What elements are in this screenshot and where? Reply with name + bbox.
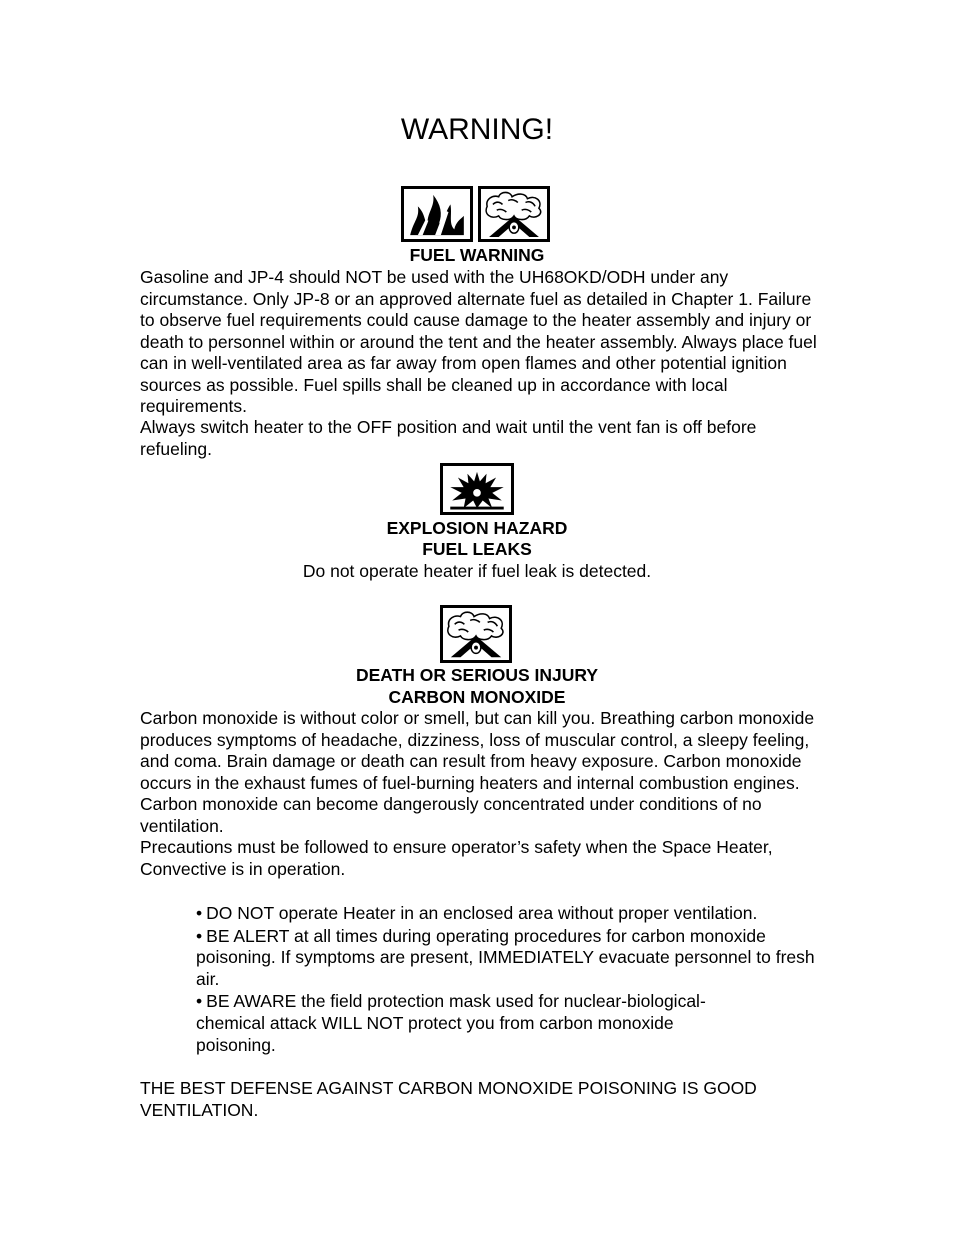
toxic-fumes-icon xyxy=(478,186,550,242)
list-item: • BE ALERT at all times during operating procedures for carbon monoxide poisoning. If symptoms are present, IMMEDIATELY evacuate personnel to fresh air. xyxy=(196,925,815,989)
list-item-text: DO NOT operate Heater in an enclosed area without proper ventilation. xyxy=(206,903,758,923)
precaution-list xyxy=(196,903,836,1057)
list-item-text: BE AWARE the field protection mask used for nuclear-biological-chemical attack WILL NOT protect you from carbon monoxide poisoning. xyxy=(196,991,706,1055)
explosion-icons xyxy=(440,463,514,515)
precautions-paragraph: Precautions must be followed to ensure operator’s safety when the Space Heater, Convective is in operation. xyxy=(140,837,773,879)
death-injury-heading: DEATH OR SERIOUS INJURY xyxy=(355,665,599,685)
carbon-monoxide-icons xyxy=(440,605,512,663)
closing-statement: THE BEST DEFENSE AGAINST CARBON MONOXIDE POISONING IS GOOD VENTILATION. xyxy=(140,1078,757,1120)
carbon-monoxide-heading: CARBON MONOXIDE xyxy=(388,687,566,707)
fire-hazard-icon xyxy=(401,186,473,242)
fuel-leaks-heading: FUEL LEAKS xyxy=(422,539,532,559)
page-title: WARNING! xyxy=(400,113,554,146)
fuel-warning-heading: FUEL WARNING xyxy=(409,245,545,265)
list-item: • BE AWARE the field protection mask used for nuclear-biological-chemical attack WILL NOT protect you from carbon monoxide poisoning. xyxy=(196,991,706,1055)
toxic-fumes-icon xyxy=(440,605,512,663)
explosion-icon xyxy=(440,463,514,515)
fuel-refuel-paragraph: Always switch heater to the OFF position and wait until the vent fan is off before refueling. xyxy=(140,417,757,459)
explosion-hazard-heading: EXPLOSION HAZARD xyxy=(386,518,568,538)
fuel-warning-paragraph: Gasoline and JP-4 should NOT be used with the UH68OKD/ODH under any circumstance. Only JP-8 or an approved alternate fuel as detailed in Chapter 1. Failure to observe fuel requirements could cause damage to the heater assembly and injury or death to personnel within or around the tent and the heater assembly. Always place fuel can in well-ventilated area as far away from open flames and other potential ignition sources as possible. Fuel spills shall be cleaned up in accordance with local requirements. xyxy=(140,267,817,416)
fuel-warning-icons xyxy=(401,186,550,242)
carbon-monoxide-paragraph: Carbon monoxide is without color or smell, but can kill you. Breathing carbon monoxide produces symptoms of headache, dizziness, loss of muscular control, a sleepy feeling, and coma. Brain damage or death can result from heavy exposure. Carbon monoxide occurs in the exhaust fumes of fuel-burning heaters and internal combustion engines. Carbon monoxide can become dangerously concentrated under conditions of no ventilation. xyxy=(140,708,815,836)
fuel-leak-instruction: Do not operate heater if fuel leak is detected. xyxy=(302,561,652,581)
list-item: • DO NOT operate Heater in an enclosed area without proper ventilation. xyxy=(196,903,758,923)
list-item-text: BE ALERT at all times during operating procedures for carbon monoxide poisoning. If symptoms are present, IMMEDIATELY evacuate personnel to fresh air. xyxy=(196,925,815,989)
